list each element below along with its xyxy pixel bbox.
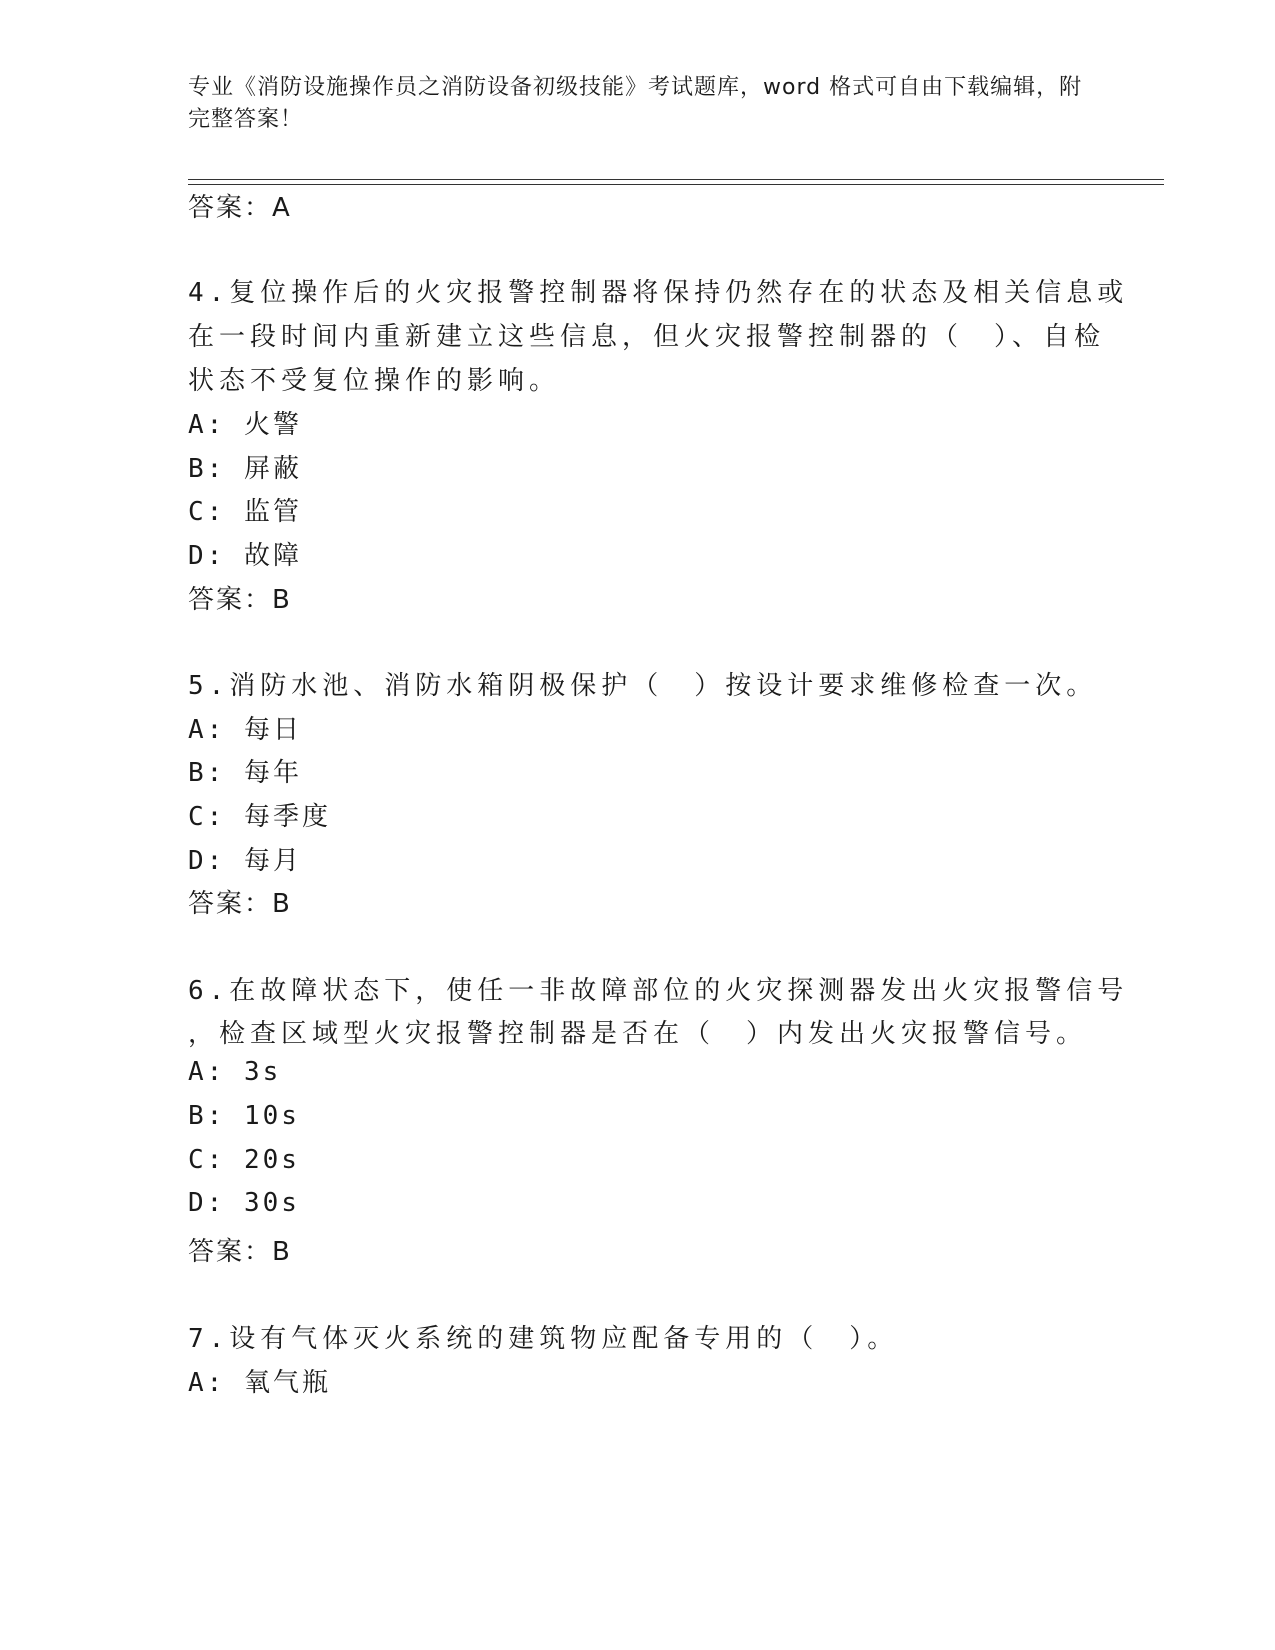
question-4-option-d: D: 故障: [188, 541, 302, 571]
question-5-line-1: 5.消防水池、消防水箱阴极保护（ ）按设计要求维修检查一次。: [188, 671, 1098, 701]
question-6-option-b: B: 10s: [188, 1101, 300, 1131]
question-5-option-c: C: 每季度: [188, 802, 331, 832]
question-5-option-a: A: 每日: [188, 715, 302, 745]
document-header: 专业《消防设施操作员之消防设备初级技能》考试题库，word 格式可自由下载编辑，附完整答案！: [188, 75, 1083, 132]
question-4-line-3: 状态不受复位操作的影响。: [188, 366, 561, 396]
question-5-answer: 答案：B: [188, 889, 292, 919]
question-6-option-c: C: 20s: [188, 1145, 300, 1175]
question-5-option-d: D: 每月: [188, 846, 302, 876]
header-divider-second: [188, 184, 1164, 185]
answer-previous-question: 答案：A: [188, 193, 292, 223]
question-4-option-c: C: 监管: [188, 497, 302, 527]
question-4-option-b: B: 屏蔽: [188, 454, 302, 484]
question-6-answer: 答案：B: [188, 1237, 292, 1267]
question-7-line-1: 7.设有气体灭火系统的建筑物应配备专用的（ ）。: [188, 1324, 899, 1354]
question-4-answer: 答案：B: [188, 585, 292, 615]
question-6-line-1: 6.在故障状态下，使任一非故障部位的火灾探测器发出火灾报警信号: [188, 976, 1129, 1006]
question-4-line-1: 4.复位操作后的火灾报警控制器将保持仍然存在的状态及相关信息或: [188, 278, 1129, 308]
question-6-option-a: A: 3s: [188, 1057, 282, 1087]
question-4-option-a: A: 火警: [188, 410, 302, 440]
question-7-option-a: A: 氧气瓶: [188, 1368, 331, 1398]
question-4-line-2: 在一段时间内重新建立这些信息，但火灾报警控制器的（ ）、自检: [188, 322, 1106, 352]
question-5-option-b: B: 每年: [188, 758, 302, 788]
question-6-option-d: D: 30s: [188, 1188, 300, 1218]
header-divider: [188, 179, 1164, 180]
question-6-line-2: ，检查区域型火灾报警控制器是否在（ ）内发出火灾报警信号。: [188, 1019, 1088, 1049]
